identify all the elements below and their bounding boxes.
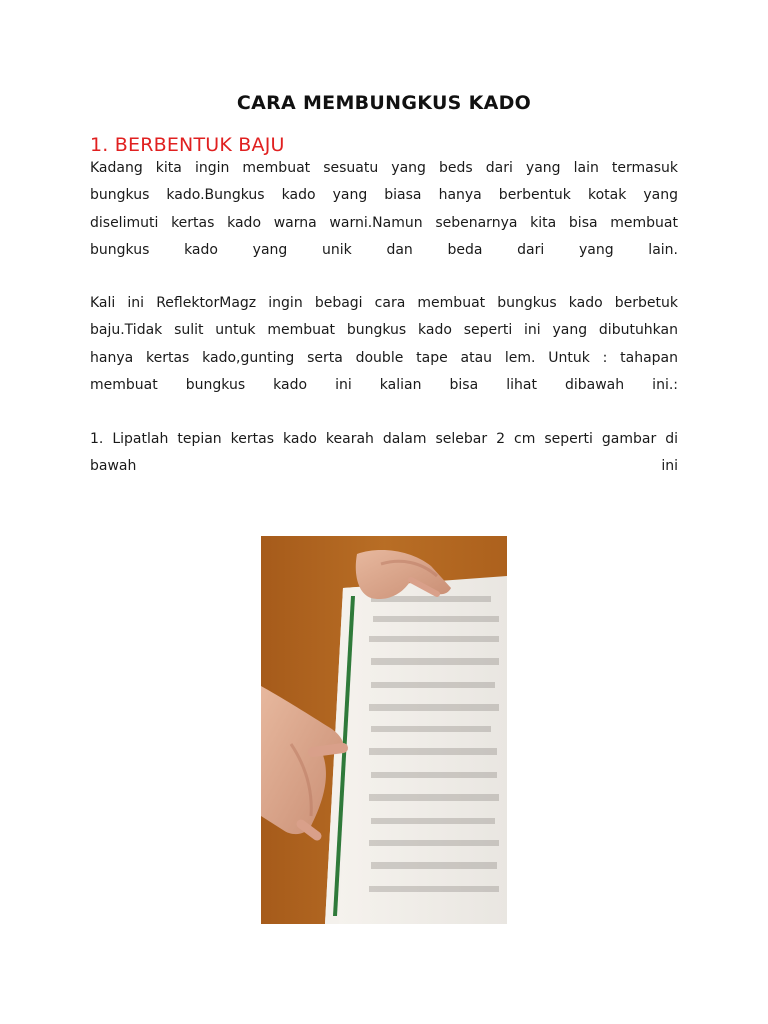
paragraph-intro: [90, 155, 678, 264]
paragraph-line: bungkus kado.Bungkus kado yang biasa hanya berbentuk kotak yang: [90, 187, 678, 204]
paragraph-line: Kali ini ReflektorMagz ingin bebagi cara membuat bungkus kado berbetuk: [90, 295, 678, 311]
document-title: CARA MEMBUNGKUS KADO: [236, 92, 532, 114]
paragraph-line: Kadang kita ingin membuat sesuatu yang beds dari yang lain termasuk: [90, 160, 678, 176]
folding-paper-photo: [261, 536, 507, 924]
paragraph-method: [90, 290, 678, 399]
paragraph-line: baju.Tidak sulit untuk membuat bungkus kado seperti ini yang dibutuhkan: [90, 322, 678, 339]
section-heading: 1. BERBENTUK BAJU: [90, 134, 285, 156]
paragraph-line: bawah ini: [90, 458, 678, 475]
photo-illustration: [261, 536, 507, 924]
paragraph-line: 1. Lipatlah tepian kertas kado kearah dalam selebar 2 cm seperti gambar di: [90, 431, 678, 447]
paragraph-line: diselimuti kertas kado warna warni.Namun sebenarnya kita bisa membuat: [90, 214, 678, 231]
paragraph-line: hanya kertas kado,gunting serta double tape atau lem. Untuk : tahapan: [90, 349, 678, 366]
paragraph-step-1: [90, 426, 678, 481]
paragraph-line: bungkus kado yang unik dan beda dari yang lain.: [90, 241, 678, 258]
paragraph-line: membuat bungkus kado ini kalian bisa lihat dibawah ini.:: [90, 376, 678, 393]
